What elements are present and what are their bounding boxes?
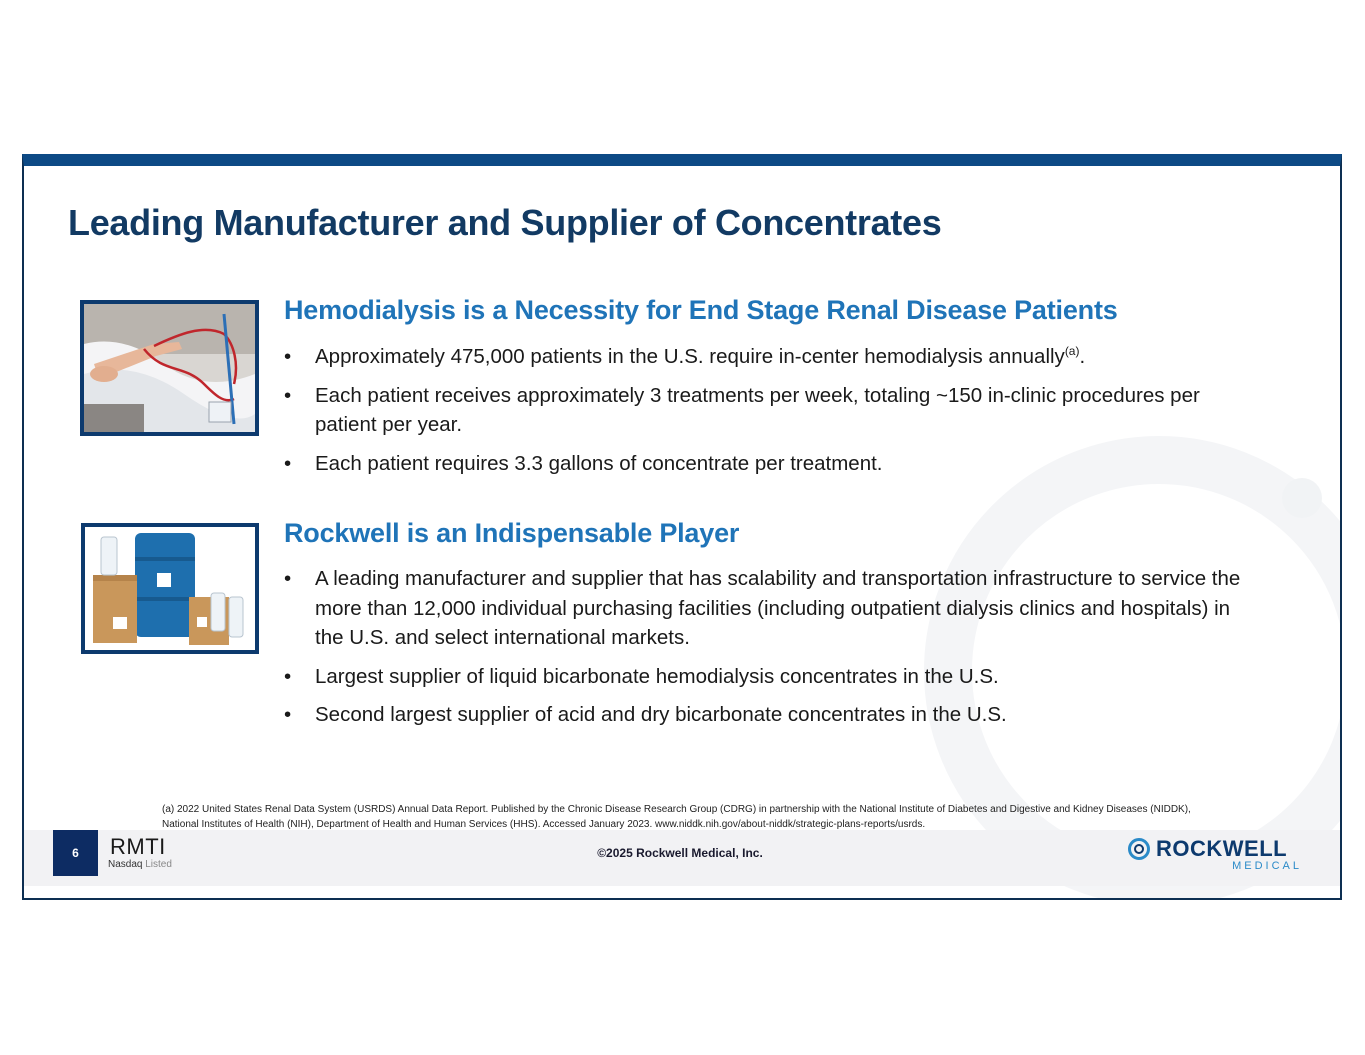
hemodialysis-illustration bbox=[84, 304, 255, 432]
bullet-text: Approximately 475,000 patients in the U.S. require in-center hemodialysis annually bbox=[315, 345, 1065, 368]
rockwell-bullets bbox=[284, 564, 1244, 739]
bullet-text-tail: . bbox=[1079, 345, 1086, 368]
page-title: Leading Manufacturer and Supplier of Concentrates bbox=[68, 202, 942, 243]
products-illustration bbox=[85, 527, 255, 650]
logo-ring-icon bbox=[1128, 838, 1150, 860]
list-item bbox=[284, 564, 1244, 653]
bullet-icon: • bbox=[284, 345, 292, 368]
copyright: ©2025 Rockwell Medical, Inc. bbox=[597, 846, 763, 860]
page-number: 6 bbox=[53, 830, 98, 876]
section-heading-hemodialysis: Hemodialysis is a Necessity for End Stage Renal Disease Patients bbox=[284, 295, 1118, 325]
bullet-icon: • bbox=[284, 703, 292, 726]
bullet-text: Each patient requires 3.3 gallons of concentrate per treatment. bbox=[315, 451, 883, 475]
logo-wordmark: ROCKWELL bbox=[1156, 836, 1288, 861]
list-item bbox=[284, 662, 1244, 692]
hemodialysis-bullets bbox=[284, 342, 1244, 487]
concentrate-products-photo bbox=[81, 523, 259, 654]
exchange-label bbox=[108, 859, 172, 870]
slide bbox=[22, 154, 1342, 900]
ticker-symbol: RMTI bbox=[110, 834, 166, 859]
bullet-text: Largest supplier of liquid bicarbonate hemodialysis concentrates in the U.S. bbox=[315, 664, 999, 688]
watermark-dot-icon bbox=[1282, 478, 1322, 518]
logo-subtitle: MEDICAL bbox=[1232, 860, 1302, 872]
list-item bbox=[284, 700, 1244, 730]
exchange-name: Nasdaq bbox=[108, 859, 143, 870]
bullet-text: Each patient receives approximately 3 treatments per week, totaling ~150 in-clinic procedures per patient per year. bbox=[315, 383, 1200, 436]
list-item bbox=[284, 342, 1244, 372]
bullet-text: Second largest supplier of acid and dry bicarbonate concentrates in the U.S. bbox=[315, 703, 1007, 726]
exchange-listed: Listed bbox=[145, 859, 172, 870]
section-heading-rockwell: Rockwell is an Indispensable Player bbox=[284, 518, 740, 548]
company-logo bbox=[1128, 836, 1308, 872]
bullet-icon: • bbox=[284, 567, 292, 590]
footnote: (a) 2022 United States Renal Data System (USRDS) Annual Data Report. Published by the Chronic Disease Research Group (CDRG) in partnership with the National Institute of Diabetes and Digestive and Kidney Diseases (NIDDK), National Institutes of Health (NIH), Department of Health and Human Services (HHS). Accessed January 2023. www.niddk.nih.gov/about-niddk/strategic-plans-reports/usrds. bbox=[162, 804, 1191, 830]
bullet-icon: • bbox=[284, 383, 292, 407]
hemodialysis-photo bbox=[80, 300, 259, 436]
bullet-icon: • bbox=[284, 451, 292, 475]
bullet-icon: • bbox=[284, 664, 292, 688]
footnote-ref: (a) bbox=[1064, 344, 1080, 359]
list-item bbox=[284, 449, 1244, 479]
list-item bbox=[284, 381, 1244, 440]
bullet-text: A leading manufacturer and supplier that has scalability and transportation infrastructure to service the more than 12,000 individual purchasing facilities (including outpatient dialysis clinics and hospitals) in the U.S. and select international markets. bbox=[315, 567, 1241, 649]
